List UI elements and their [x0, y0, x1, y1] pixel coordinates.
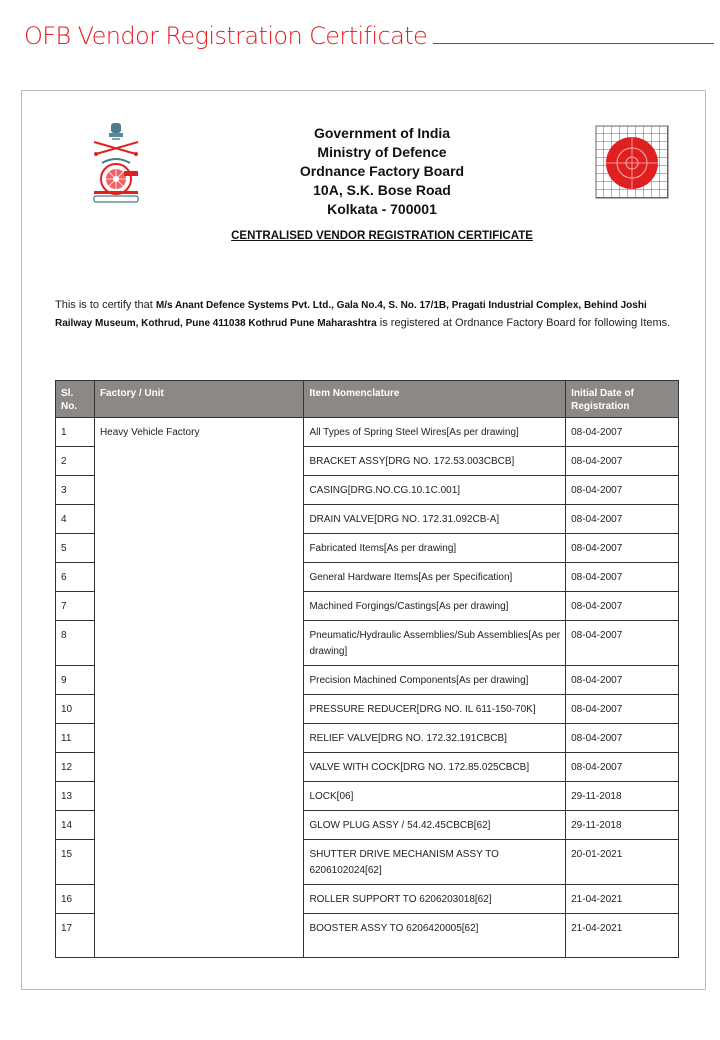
row-date: 08-04-2007: [566, 592, 679, 621]
row-date: 08-04-2007: [566, 505, 679, 534]
org-line-government: Government of India: [313, 125, 451, 141]
row-date: 08-04-2007: [566, 418, 679, 447]
page-heading-text: OFB Vendor Registration Certificate: [24, 22, 428, 50]
row-sl-no: 1: [56, 418, 95, 447]
row-item: SHUTTER DRIVE MECHANISM ASSY TO 6206102024[62]: [304, 840, 566, 885]
row-sl-no: 8: [56, 621, 95, 666]
header-item-nomenclature: Item Nomenclature: [304, 381, 566, 418]
row-sl-no: 5: [56, 534, 95, 563]
vendor-name-address: M/s Anant Defence Systems Pvt. Ltd., Gala No.4, S. No. 17/1B, Pragati Industrial Complex, Behind Joshi Railway Museum, Kothrud, Pune 411038 Kothrud Pune Maharashtra: [55, 300, 647, 329]
row-date: 08-04-2007: [566, 447, 679, 476]
row-date: 21-04-2021: [566, 885, 679, 914]
certificate-document: [21, 90, 706, 990]
intro-prefix: This is to certify that: [55, 299, 156, 311]
page-heading: [24, 22, 714, 58]
row-date: 08-04-2007: [566, 753, 679, 782]
row-date: 08-04-2007: [566, 534, 679, 563]
registered-items-table: [55, 380, 679, 958]
row-item: VALVE WITH COCK[DRG NO. 172.85.025CBCB]: [304, 753, 566, 782]
org-line-board: Ordnance Factory Board: [299, 163, 465, 179]
row-item: CASING[DRG.NO.CG.10.1C.001]: [304, 476, 566, 505]
row-sl-no: 17: [56, 914, 95, 958]
organization-address: [222, 124, 542, 219]
factory-unit-cell: Heavy Vehicle Factory: [94, 418, 303, 958]
row-sl-no: 10: [56, 695, 95, 724]
header-sl-no: Sl. No.: [56, 381, 95, 418]
heading-underline-rule: [433, 24, 714, 44]
row-sl-no: 12: [56, 753, 95, 782]
row-item: Pneumatic/Hydraulic Assemblies/Sub Assemblies[As per drawing]: [304, 621, 566, 666]
row-sl-no: 16: [56, 885, 95, 914]
row-date: 29-11-2018: [566, 782, 679, 811]
row-date: 08-04-2007: [566, 476, 679, 505]
table-header-row: [56, 381, 679, 418]
row-date: 08-04-2007: [566, 563, 679, 592]
header-initial-date: Initial Date of Registration: [566, 381, 679, 418]
ofb-emblem-icon: [90, 121, 142, 205]
row-item: LOCK[06]: [304, 782, 566, 811]
row-sl-no: 15: [56, 840, 95, 885]
row-date: 08-04-2007: [566, 666, 679, 695]
row-sl-no: 7: [56, 592, 95, 621]
row-date: 21-04-2021: [566, 914, 679, 958]
row-item: PRESSURE REDUCER[DRG NO. IL 611-150-70K]: [304, 695, 566, 724]
row-item: Machined Forgings/Castings[As per drawing]: [304, 592, 566, 621]
row-item: Fabricated Items[As per drawing]: [304, 534, 566, 563]
org-line-street: 10A, S.K. Bose Road: [313, 182, 451, 198]
row-item: GLOW PLUG ASSY / 54.42.45CBCB[62]: [304, 811, 566, 840]
row-item: BRACKET ASSY[DRG NO. 172.53.003CBCB]: [304, 447, 566, 476]
row-item: ROLLER SUPPORT TO 6206203018[62]: [304, 885, 566, 914]
row-item: BOOSTER ASSY TO 6206420005[62]: [304, 914, 566, 958]
row-date: 20-01-2021: [566, 840, 679, 885]
row-sl-no: 13: [56, 782, 95, 811]
row-item: All Types of Spring Steel Wires[As per drawing]: [304, 418, 566, 447]
certification-statement: [55, 297, 675, 332]
org-line-city: Kolkata - 700001: [327, 201, 437, 217]
header-factory-unit: Factory / Unit: [94, 381, 303, 418]
row-date: 08-04-2007: [566, 695, 679, 724]
target-grid-logo-icon: [595, 125, 671, 201]
row-item: Precision Machined Components[As per drawing]: [304, 666, 566, 695]
row-item: General Hardware Items[As per Specification]: [304, 563, 566, 592]
intro-suffix: is registered at Ordnance Factory Board for following Items.: [376, 316, 671, 329]
row-sl-no: 2: [56, 447, 95, 476]
row-sl-no: 3: [56, 476, 95, 505]
row-sl-no: 14: [56, 811, 95, 840]
row-sl-no: 11: [56, 724, 95, 753]
row-date: 29-11-2018: [566, 811, 679, 840]
table-row: [56, 418, 679, 447]
row-sl-no: 6: [56, 563, 95, 592]
certificate-title: CENTRALISED VENDOR REGISTRATION CERTIFICATE: [231, 230, 533, 242]
org-line-ministry: Ministry of Defence: [317, 144, 447, 160]
row-item: DRAIN VALVE[DRG NO. 172.31.092CB-A]: [304, 505, 566, 534]
row-date: 08-04-2007: [566, 724, 679, 753]
row-date: 08-04-2007: [566, 621, 679, 666]
row-sl-no: 9: [56, 666, 95, 695]
row-sl-no: 4: [56, 505, 95, 534]
row-item: RELIEF VALVE[DRG NO. 172.32.191CBCB]: [304, 724, 566, 753]
